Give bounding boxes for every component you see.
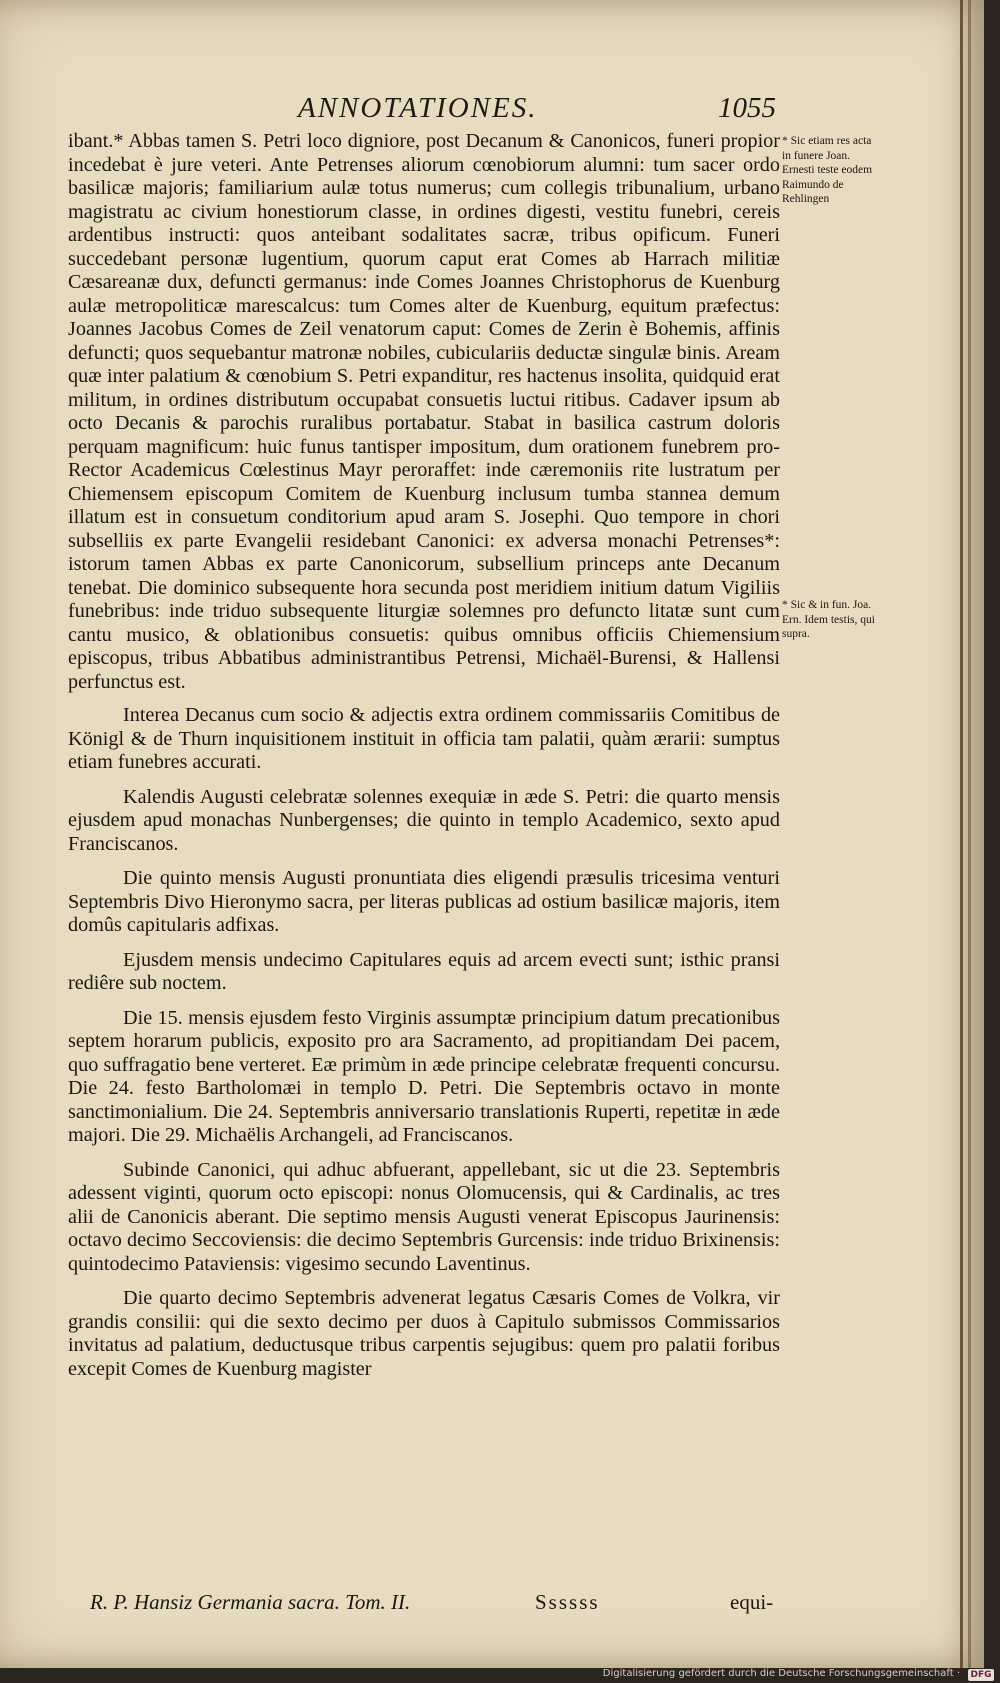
signature-title: R. P. Hansiz Germania sacra. Tom. II. <box>90 1590 411 1614</box>
dfg-logo-icon: DFG <box>968 1669 994 1681</box>
paragraph: Die quinto mensis Augusti pronuntiata dies eligendi præsulis tricesima venturi Septembris Divo Hieronymo sacra, per literas publicas ad ostium basilicæ majoris, item domûs capitularis adfixas. <box>68 867 780 936</box>
digitization-credit: Digitalisierung gefördert durch die Deutsche Forschungsgemeinschaft · <box>602 1668 960 1679</box>
paragraph: Kalendis Augusti celebratæ solennes exequiæ in æde S. Petri: die quarto mensis ejusdem apud monachas Nunbergenses; die quinto in templo Academico, sexto apud Franciscanos. <box>68 785 780 855</box>
paragraph: ibant.* Abbas tamen S. Petri loco digniore, post Decanum & Canonicos, funeri propior incedebat è jure veteri. Ante Petrenses aliorum cœnobiorum alumni: tum sacer ordo basilicæ majoris; familiarium aulæ totus numerus; cum collegis tribunalium, urbano magistratu ac civium honestiorum classe, in ordines digesti, vestitu funebri, cereis ardentibus instructi: quos anteibant sodalitates sacræ, tribus opificum. Funeri succedebant personæ lugentium, quorum caput erat Comes ab Harrach militiæ Cæsareanæ dux, defuncti germanus: inde Comes Joannes Christophorus de Kuenburg aulæ metropoliticæ marescalcus: tum Comes alter de Kuenburg, equitum præfectus: Joannes Jacobus Comes de Zeil venatorum caput: Comes de Zerin è Bohemis, affinis defuncti; quos sequebantur matronæ nobiles, cubiculariis deductæ singulæ binis. Aream quæ inter palatium & cœnobium S. Petri expanditur, res hactenus insolita, quidquid erat militum, in ordines distributum occupabat consuetis luctui ritibus. Cadaver ipsum ab octo Decanis & parochis ruralibus portabatur. Stabat in basilica castrum doloris perquam magnificum: huic funus tantisper impositum, dum orationem funebrem pro-Rector Academicus Cœlestinus Mayr peroraffet: inde cæremoniis rite lustratum per Chiemensem episcopum Comitem de Kuenburg inclusum tumba stannea demum illatum est in consuetum conditorium apud aram S. Josephi. Quo tempore in chori subselliis ex parte Evangelii residebant Canonici: ex adversa monachi Petrenses*: istorum tamen Abbas ex parte Canonicorum, subsellium princeps ante Decanum tenebat. Die dominico subsequente hora secunda post meridiem initium datum Vigiliis funebribus: inde triduo subsequente liturgiæ solemnes pro defuncto litatæ sunt cum cantu musico, & oblationibus consuetis: quibus omnibus officiis Chiemensium episcopus, tribus Abbatibus administrantibus Petrensi, Michaël-Burensi, & Hallensi perfunctus est. <box>68 130 780 693</box>
digitization-bar <box>0 1668 1000 1683</box>
page-header <box>0 92 790 132</box>
page-edge <box>968 0 971 1668</box>
paragraph: Ejusdem mensis undecimo Capitulares equis ad arcem evecti sunt; isthic pransi rediêre sub noctem. <box>68 948 780 994</box>
running-title: ANNOTATIONES. <box>298 92 538 124</box>
margin-note: * Sic & in fun. Joa. Ern. Idem testis, qui supra. <box>782 599 875 641</box>
page-number: 1055 <box>718 92 776 124</box>
page-footer <box>90 1590 790 1618</box>
catchword: equi- <box>730 1590 774 1614</box>
paragraph: Die 15. mensis ejusdem festo Virginis assumptæ principium datum precationibus septem horarum publicis, exposito pro ara Sacramento, ad propitiandam Dei pacem, quo suffragatio bene verteret. Eæ primùm in æde principe celebratæ frequenti concursu. Die 24. festo Bartholomæi in templo D. Petri. Die Septembris octavo in monte sanctimonialium. Die 24. Septembris anniversario translationis Ruperti, repetitæ in æde majori. Die 29. Michaëlis Archangeli, ad Franciscanos. <box>68 1006 780 1146</box>
signature-mark: Ssssss <box>535 1590 600 1614</box>
paragraph: Die quarto decimo Septembris advenerat legatus Cæsaris Comes de Volkra, vir grandis consilii: qui die sexto decimo per duos à Capitulo submissos Commissarios invitatus ad palatium, deductusque tribus carpentis sejugibus: quem pro palatii foribus excepit Comes de Kuenburg magister <box>68 1287 780 1380</box>
main-text <box>68 130 780 1392</box>
margin-note: * Sic etiam res acta in funere Joan. Ernesti teste eodem Raimundo de Rehlingen <box>782 135 873 206</box>
paragraph: Subinde Canonici, qui adhuc abfuerant, appellebant, sic ut die 23. Septembris adessent viginti, quorum octo episcopi: nonus Olomucensis, qui & Cardinalis, ac tres alii de Canonicis aberant. Die septimo mensis Augusti venerat Episcopus Jaurinensis: octavo decimo Seccoviensis: die decimo Septembris Gurcensis: inde triduo Brixinensis: quintodecimo Pataviensis: vigesimo secundo Laventinus. <box>68 1158 780 1275</box>
page-edge <box>960 0 963 1668</box>
paragraph: Interea Decanus cum socio & adjectis extra ordinem commissariis Comitibus de Königl & de Thurn inquisitionem instituit in officia tam palatii, quàm ærarii: sumptus etiam funebres accurati. <box>68 704 780 773</box>
